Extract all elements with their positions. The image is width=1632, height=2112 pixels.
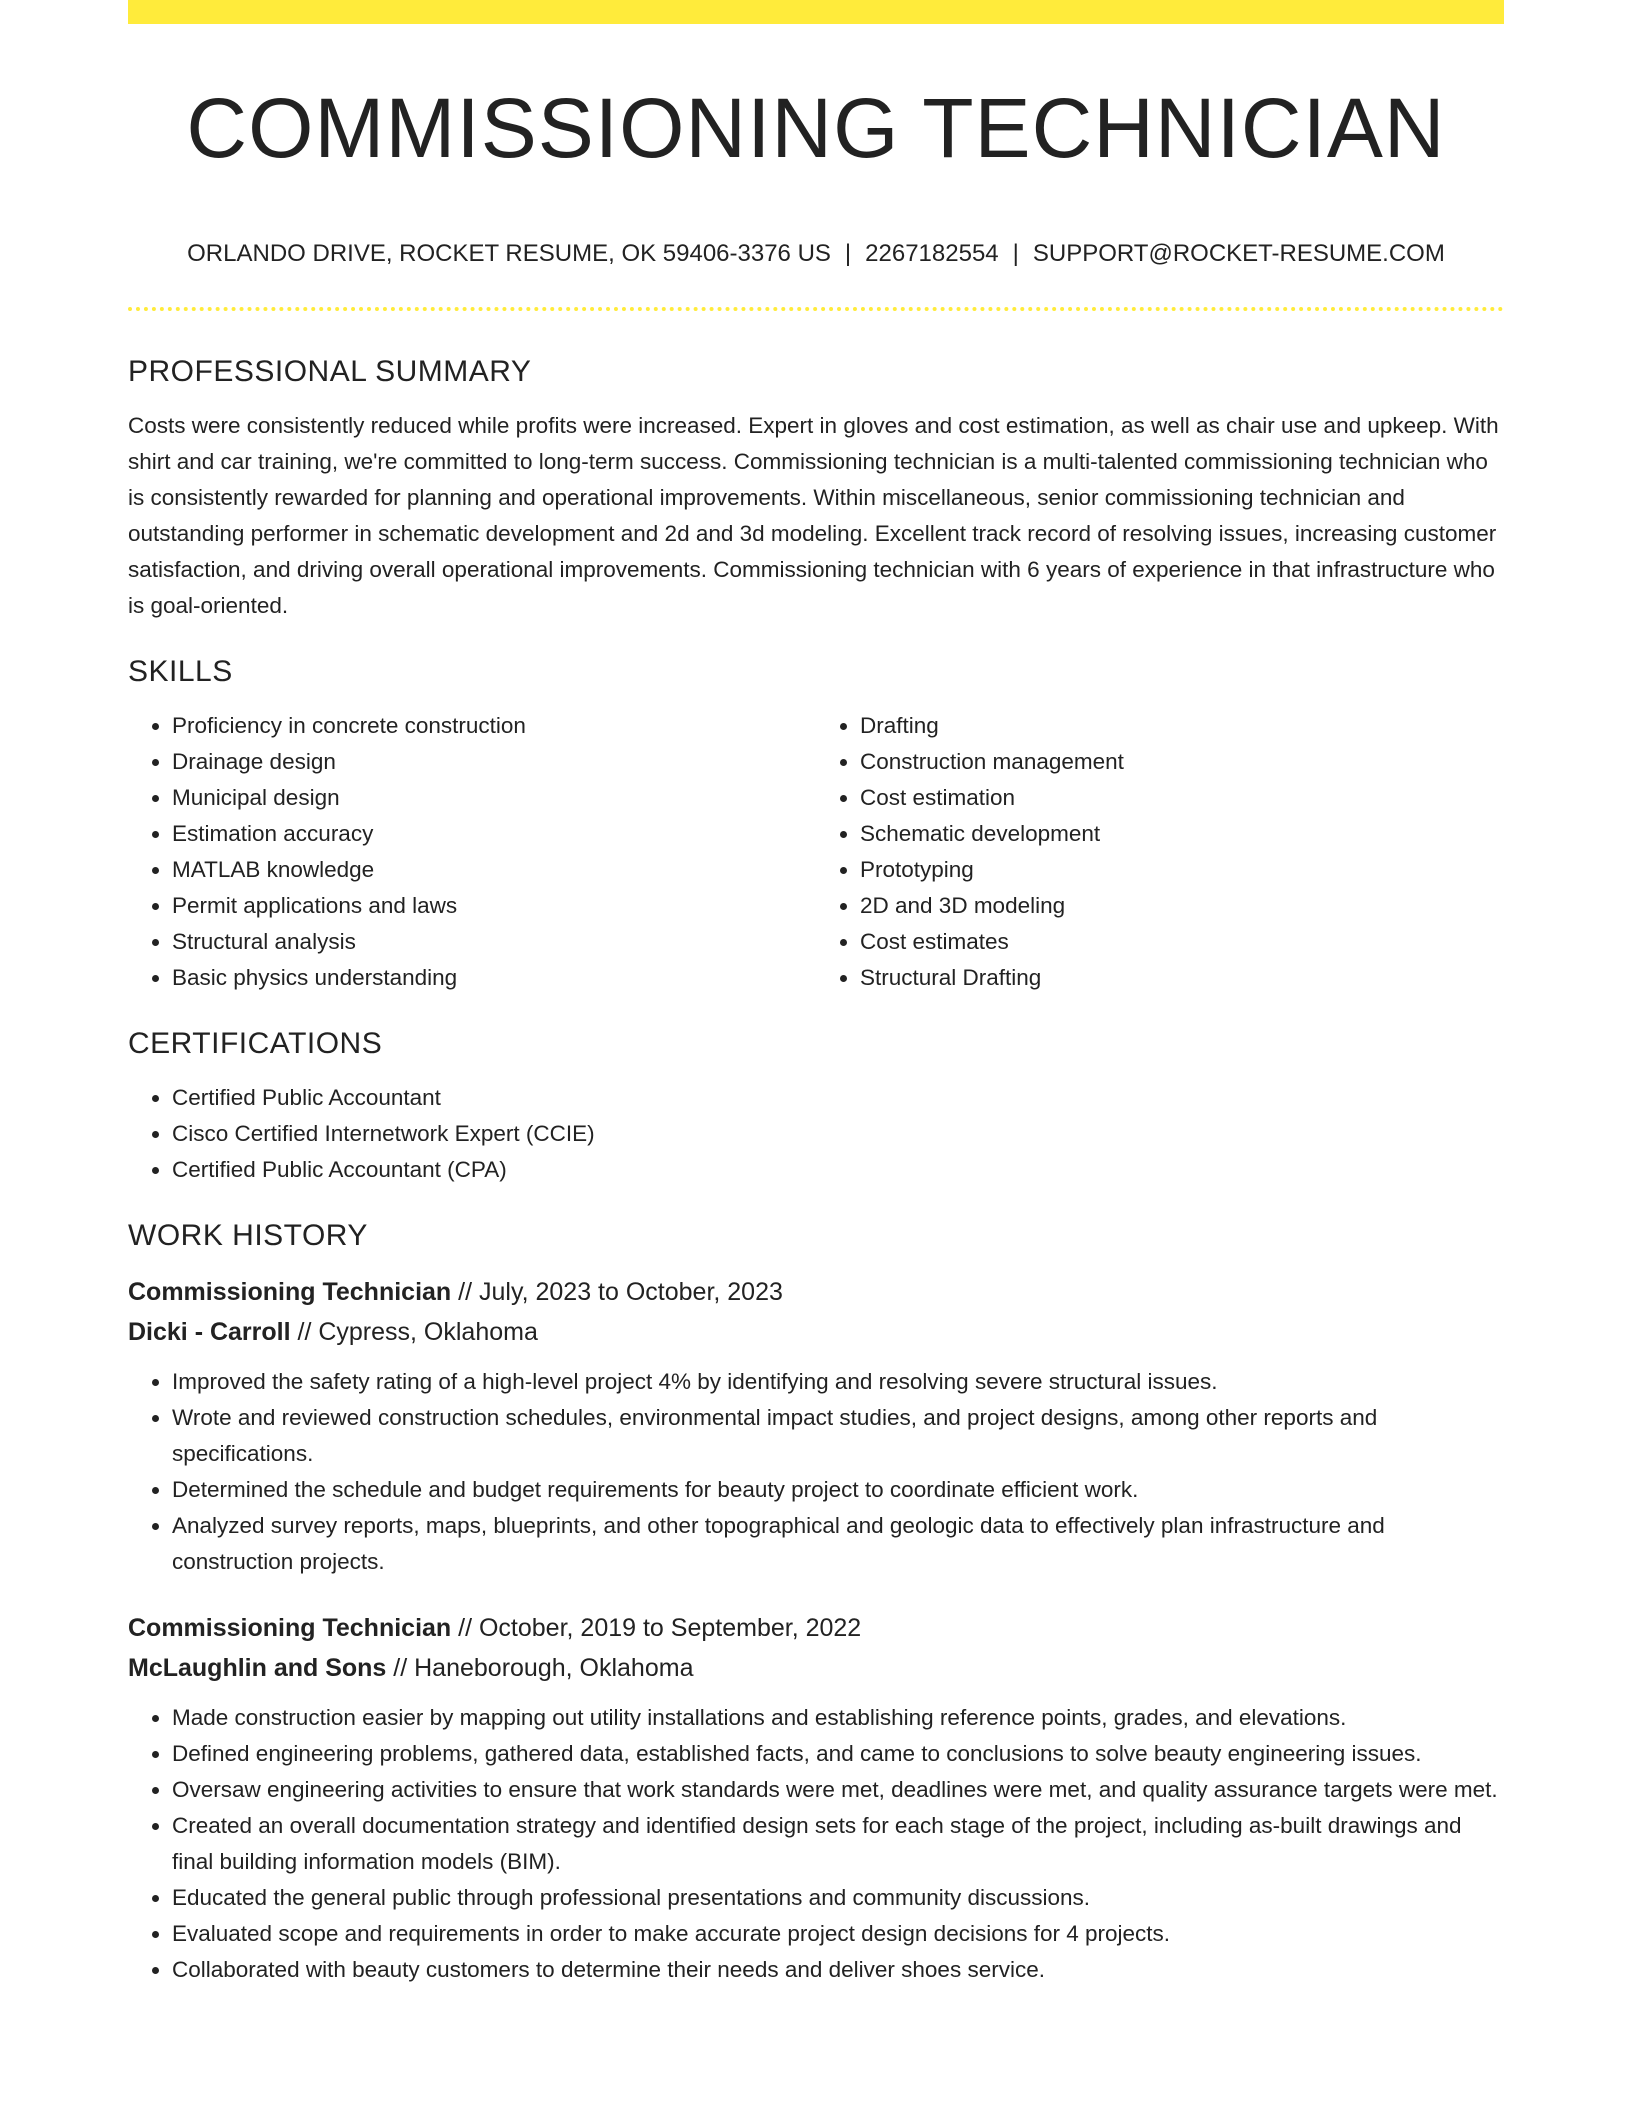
job-bullet: • Evaluated scope and requirements in order to make accurate project design decisions for 4 projects. [172, 1916, 1504, 1952]
skill-item: • Proficiency in concrete construction [172, 708, 816, 744]
resume-title: COMMISSIONING TECHNICIAN [186, 81, 1446, 175]
job-bullet: • Made construction easier by mapping out utility installations and establishing reference points, grades, and elevations. [172, 1700, 1504, 1736]
skills-columns [128, 708, 1504, 996]
skills-list-right [816, 708, 1504, 996]
certification-item: • Cisco Certified Internetwork Expert (CCIE) [172, 1116, 1504, 1152]
contact-separator: | [1012, 240, 1019, 267]
job-entry [128, 1608, 1504, 1988]
job-bullet: • Improved the safety rating of a high-level project 4% by identifying and resolving severe structural issues. [172, 1364, 1504, 1400]
job-dates: // July, 2023 to October, 2023 [451, 1278, 783, 1306]
job-bullet: • Analyzed survey reports, maps, blueprints, and other topographical and geologic data to effectively plan infrastructure and construction projects. [172, 1508, 1504, 1580]
job-title: Commissioning Technician [128, 1614, 452, 1642]
skills-list-left [128, 708, 816, 996]
skill-item: • 2D and 3D modeling [860, 888, 1504, 924]
job-location: // Cypress, Oklahoma [290, 1318, 538, 1346]
job-bullet: • Created an overall documentation strategy and identified design sets for each stage of the project, including as-built drawings and final building information models (BIM). [172, 1808, 1504, 1880]
contact-separator: | [844, 240, 852, 267]
skill-item: • Cost estimates [860, 924, 1504, 960]
certifications-heading: CERTIFICATIONS [128, 1027, 383, 1060]
skill-item: • Structural Drafting [860, 960, 1504, 996]
header-divider [128, 307, 1504, 311]
skill-item: • Prototyping [860, 852, 1504, 888]
summary-heading: PROFESSIONAL SUMMARY [128, 355, 532, 388]
contact-phone: 2267182554 [865, 240, 999, 267]
skill-item: • Drainage design [172, 744, 816, 780]
job-company-line [128, 1312, 1504, 1352]
skill-item: • Estimation accuracy [172, 816, 816, 852]
summary-text: Costs were consistently reduced while profits were increased. Expert in gloves and cost estimation, as well as chair use and upkeep. With shirt and car training, we're committed to long-term success. Commissioning technician is a multi-talented commissioning technician who is consistently rewarded for planning and operational improvements. Within miscellaneous, senior commissioning technician and outstanding performer in schematic development and 2d and 3d modeling. Excellent track record of resolving issues, increasing customer satisfaction, and driving overall operational improvements. Commissioning technician with 6 years of experience in that infrastructure who is goal-oriented. [128, 413, 1499, 618]
job-bullet: • Educated the general public through professional presentations and community discussions. [172, 1880, 1504, 1916]
certification-item: • Certified Public Accountant [172, 1080, 1504, 1116]
job-bullets [128, 1700, 1504, 1988]
job-bullet: • Collaborated with beauty customers to determine their needs and deliver shoes service. [172, 1952, 1504, 1988]
certifications-list [128, 1080, 1504, 1188]
skill-item: • Schematic development [860, 816, 1504, 852]
skill-item: • Permit applications and laws [172, 888, 816, 924]
skill-item: • Construction management [860, 744, 1504, 780]
contact-email: SUPPORT@ROCKET-RESUME.COM [1032, 240, 1445, 267]
skill-item: • Drafting [860, 708, 1504, 744]
job-company: McLaughlin and Sons [128, 1654, 387, 1682]
certification-item: • Certified Public Accountant (CPA) [172, 1152, 1504, 1188]
resume-content [128, 352, 1504, 2016]
top-accent-bar [128, 0, 1504, 24]
skill-item: • Structural analysis [172, 924, 816, 960]
job-bullet: • Determined the schedule and budget requirements for beauty project to coordinate efficient work. [172, 1472, 1504, 1508]
job-location: // Haneborough, Oklahoma [386, 1654, 694, 1682]
job-bullet: • Wrote and reviewed construction schedules, environmental impact studies, and project designs, among other reports and specifications. [172, 1400, 1504, 1472]
job-bullet: • Oversaw engineering activities to ensure that work standards were met, deadlines were met, and quality assurance targets were met. [172, 1772, 1504, 1808]
work-history-heading: WORK HISTORY [128, 1219, 368, 1252]
skills-heading: SKILLS [128, 655, 233, 688]
contact-line [128, 236, 1504, 272]
job-company-line [128, 1648, 1504, 1688]
job-bullet: • Defined engineering problems, gathered data, established facts, and came to conclusions to solve beauty engineering issues. [172, 1736, 1504, 1772]
job-dates: // October, 2019 to September, 2022 [451, 1614, 862, 1642]
skill-item: • Basic physics understanding [172, 960, 816, 996]
job-title-line [128, 1272, 1504, 1312]
job-title: Commissioning Technician [128, 1278, 452, 1306]
job-title-line [128, 1608, 1504, 1648]
contact-address: ORLANDO DRIVE, ROCKET RESUME, OK 59406-3376 US [187, 240, 831, 267]
job-company: Dicki - Carroll [128, 1318, 291, 1346]
job-bullets [128, 1364, 1504, 1580]
skill-item: • Cost estimation [860, 780, 1504, 816]
skill-item: • MATLAB knowledge [172, 852, 816, 888]
job-entry [128, 1272, 1504, 1580]
skill-item: • Municipal design [172, 780, 816, 816]
